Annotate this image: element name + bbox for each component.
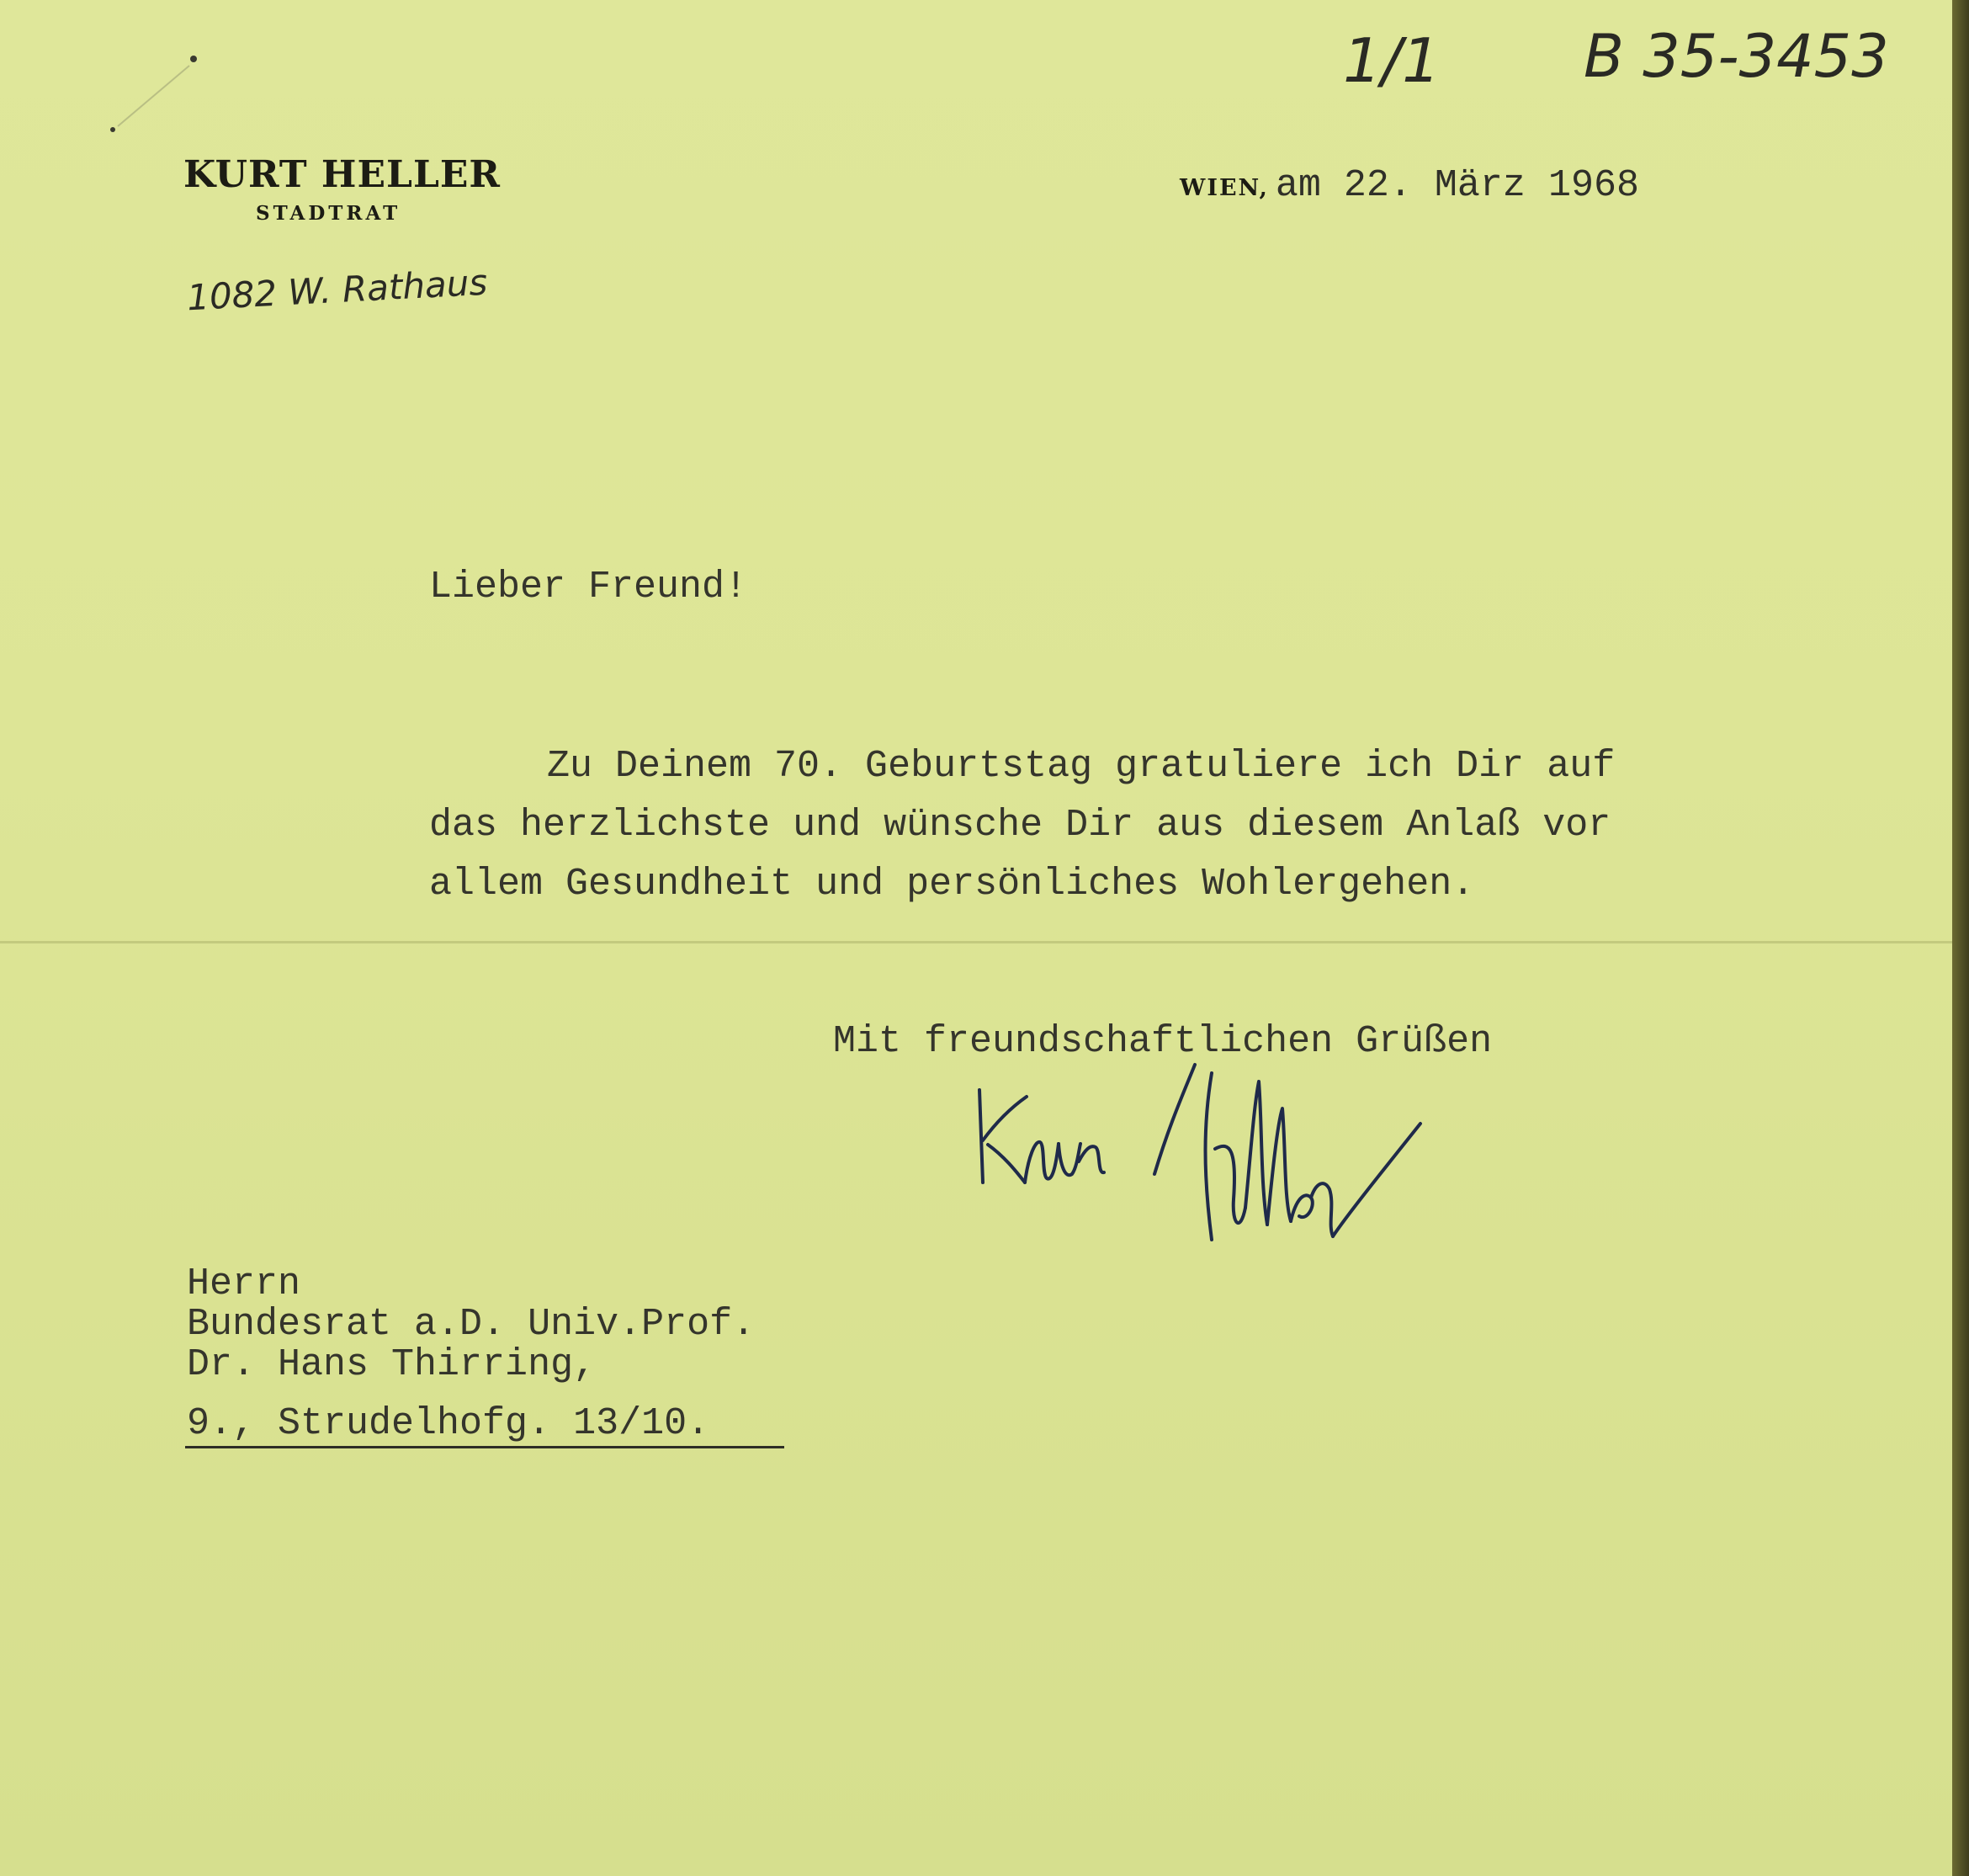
recipient-line: Dr. Hans Thirring,: [187, 1343, 597, 1386]
body-line: allem Gesundheit und persönliches Wohlergehen.: [429, 863, 1475, 906]
handwritten-signature: [959, 1056, 1430, 1275]
recipient-line: Herrn: [187, 1262, 301, 1305]
handwritten-page-count: 1/1: [1343, 25, 1441, 96]
handwritten-reference-number: B 35-3453: [1584, 22, 1889, 91]
closing: Mit freundschaftlichen Grüßen: [833, 1020, 1493, 1063]
dateline-city: WIEN,: [1180, 175, 1269, 201]
salutation: Lieber Freund!: [429, 566, 748, 609]
body-line: das herzlichste und wünsche Dir aus diesem Anlaß vor: [429, 804, 1611, 847]
scan-edge: [1952, 0, 1969, 1876]
address-underline: [185, 1446, 784, 1448]
dateline-date: am 22. März 1968: [1275, 164, 1639, 207]
letterhead-name: KURT HELLER: [183, 153, 501, 196]
handwritten-address-note: 1082 W. Rathaus: [185, 261, 489, 319]
recipient-line: 9., Strudelhofg. 13/10.: [187, 1402, 710, 1445]
dateline: [1180, 164, 1639, 207]
recipient-line: Bundesrat a.D. Univ.Prof.: [187, 1303, 756, 1346]
paper-specks: [101, 50, 210, 143]
body-line: Zu Deinem 70. Geburtstag gratuliere ich Dir auf: [547, 745, 1616, 788]
letterhead-title: STADTRAT: [256, 202, 401, 225]
paper-fold-line: [0, 941, 1952, 943]
